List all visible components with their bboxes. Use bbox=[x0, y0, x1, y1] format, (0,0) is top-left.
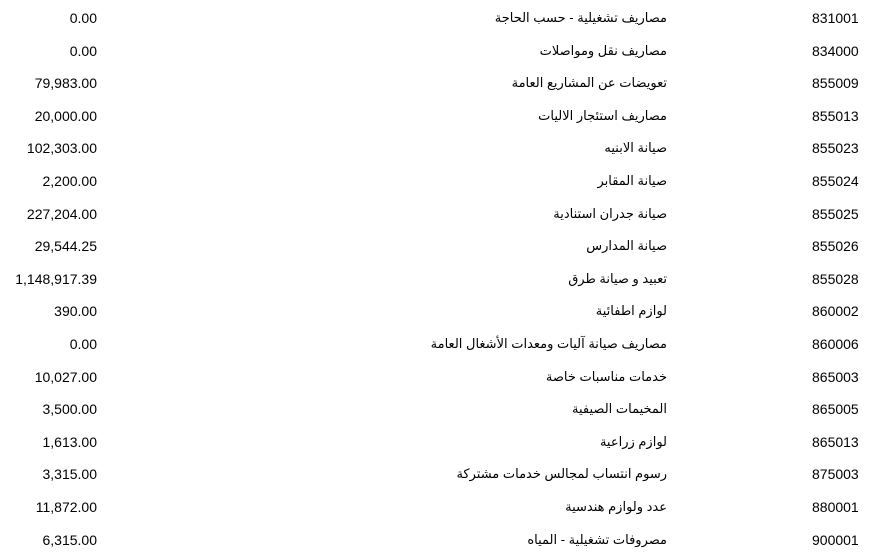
description-cell: صيانة جدران استنادية bbox=[553, 198, 667, 231]
account-code-cell: 855025 bbox=[812, 198, 859, 231]
account-code-cell: 855024 bbox=[812, 165, 859, 198]
description-cell: مصاريف صيانة آليات ومعدات الأشغال العامة bbox=[431, 328, 667, 361]
account-code-cell: 855028 bbox=[812, 263, 859, 296]
description-cell: مصروفات تشغيلية - المياه bbox=[527, 524, 667, 556]
amount-cell: 0.00 bbox=[70, 2, 97, 35]
description-cell: صيانة المدارس bbox=[586, 230, 667, 263]
description-cell: مصاريف تشغيلية - حسب الحاجة bbox=[495, 2, 667, 35]
description-cell: صيانة الابنيه bbox=[604, 132, 667, 165]
account-code-cell: 831001 bbox=[812, 2, 859, 35]
amount-cell: 1,613.00 bbox=[43, 426, 98, 459]
amount-cell: 2,200.00 bbox=[43, 165, 98, 198]
description-cell: عدد ولوازم هندسية bbox=[565, 491, 667, 524]
amount-cell: 390.00 bbox=[54, 295, 97, 328]
table-row bbox=[0, 132, 872, 165]
account-code-cell: 855026 bbox=[812, 230, 859, 263]
amount-cell: 1,148,917.39 bbox=[15, 263, 97, 296]
description-cell: لوازم زراعية bbox=[600, 426, 667, 459]
description-cell: المخيمات الصيفية bbox=[572, 393, 667, 426]
account-code-cell: 860006 bbox=[812, 328, 859, 361]
description-cell: لوازم اطفائية bbox=[596, 295, 667, 328]
description-cell: تعويضات عن المشاريع العامة bbox=[512, 67, 667, 100]
table-row bbox=[0, 458, 872, 491]
account-code-cell: 855013 bbox=[812, 100, 859, 133]
table-row bbox=[0, 67, 872, 100]
amount-cell: 10,027.00 bbox=[35, 361, 97, 394]
description-cell: صيانة المقابر bbox=[597, 165, 667, 198]
amount-cell: 20,000.00 bbox=[35, 100, 97, 133]
amount-cell: 102,303.00 bbox=[27, 132, 97, 165]
table-row bbox=[0, 524, 872, 556]
table-row bbox=[0, 328, 872, 361]
amount-cell: 227,204.00 bbox=[27, 198, 97, 231]
table-row bbox=[0, 230, 872, 263]
amount-cell: 11,872.00 bbox=[36, 491, 97, 524]
description-cell: مصاريف استئجار الاليات bbox=[538, 100, 667, 133]
account-code-cell: 900001 bbox=[812, 524, 859, 556]
amount-cell: 3,500.00 bbox=[43, 393, 98, 426]
table-row bbox=[0, 100, 872, 133]
table-row bbox=[0, 491, 872, 524]
amount-cell: 0.00 bbox=[70, 35, 97, 68]
account-code-cell: 834000 bbox=[812, 35, 859, 68]
table-row bbox=[0, 2, 872, 35]
account-code-cell: 880001 bbox=[812, 491, 859, 524]
amount-cell: 3,315.00 bbox=[43, 458, 98, 491]
table-row bbox=[0, 35, 872, 68]
amount-cell: 0.00 bbox=[70, 328, 97, 361]
account-code-cell: 860002 bbox=[812, 295, 859, 328]
table-row bbox=[0, 393, 872, 426]
account-code-cell: 855023 bbox=[812, 132, 859, 165]
amount-cell: 6,315.00 bbox=[43, 524, 98, 556]
description-cell: رسوم انتساب لمجالس خدمات مشتركة bbox=[456, 458, 667, 491]
account-code-cell: 865003 bbox=[812, 361, 859, 394]
expense-table bbox=[0, 2, 872, 556]
account-code-cell: 865005 bbox=[812, 393, 859, 426]
amount-cell: 79,983.00 bbox=[35, 67, 97, 100]
table-row bbox=[0, 165, 872, 198]
account-code-cell: 855009 bbox=[812, 67, 859, 100]
account-code-cell: 875003 bbox=[812, 458, 859, 491]
table-row bbox=[0, 426, 872, 459]
description-cell: خدمات مناسبات خاصة bbox=[546, 361, 667, 394]
table-row bbox=[0, 263, 872, 296]
table-row bbox=[0, 295, 872, 328]
description-cell: تعبيد و صيانة طرق bbox=[568, 263, 667, 296]
table-row bbox=[0, 361, 872, 394]
account-code-cell: 865013 bbox=[812, 426, 859, 459]
table-row bbox=[0, 198, 872, 231]
description-cell: مصاريف نقل ومواصلات bbox=[540, 35, 667, 68]
amount-cell: 29,544.25 bbox=[35, 230, 97, 263]
